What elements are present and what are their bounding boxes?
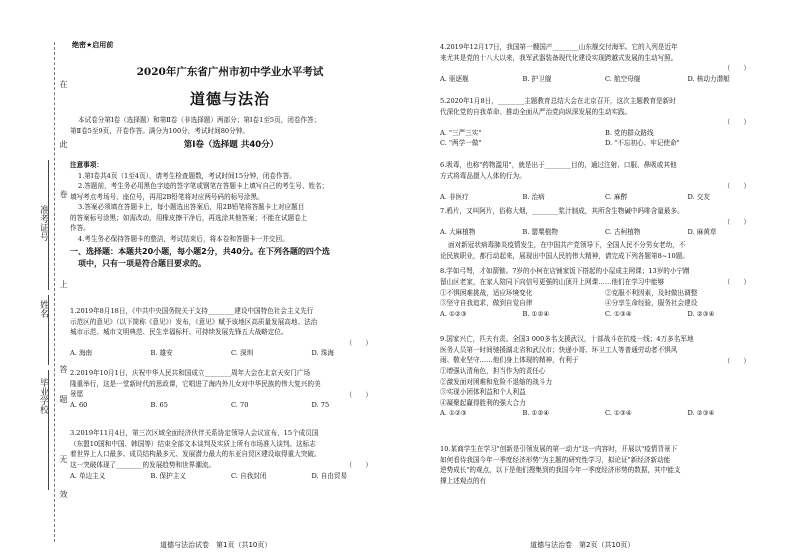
- part1-title: 第Ⅰ卷（选择题 共40分）: [183, 140, 279, 150]
- exam-number-label: 准考证号: [38, 205, 48, 241]
- q3-option[interactable]: B. 保护主义: [150, 471, 186, 480]
- q1-answer-paren: （ ）: [345, 338, 372, 347]
- q1-line: 城市示范、城市文明典范、民生幸福标杆、可持续发展先锋五大战略定位。: [70, 328, 288, 336]
- q8-answer-paren: （ ）: [723, 278, 750, 286]
- name-label: 姓名: [38, 300, 48, 318]
- q6-option[interactable]: C. 麻醉: [605, 192, 628, 201]
- q9-item: ③实现小团体利益和个人利益: [440, 388, 526, 396]
- q3-option[interactable]: D. 自由贸易: [311, 471, 348, 480]
- q6-option[interactable]: B. 治病: [522, 192, 545, 201]
- q9-line: 医务人员第一时间驰援湖北省和武汉市；快递小哥、环卫工人等普通劳动者不惧风: [440, 345, 678, 354]
- margin-char: 卷: [59, 190, 68, 199]
- notes-title: 注意事项：: [70, 161, 103, 169]
- q8-option[interactable]: C. ①③④: [605, 309, 632, 318]
- q1-option[interactable]: B. 雄安: [150, 349, 173, 357]
- q3-option[interactable]: A. 单边主义: [70, 471, 106, 480]
- q4-option[interactable]: C. 航空母舰: [605, 74, 641, 83]
- q8-options: [440, 309, 770, 320]
- q4-option[interactable]: D. 核动力潜艇: [687, 74, 730, 83]
- margin-char: 此: [59, 140, 68, 149]
- q5-line: 代深化党的自我革命、推动全面从严治党向纵深发展的生动实践。: [440, 107, 632, 116]
- footer-right: 道德与法治卷 第2页（共10页）: [530, 541, 635, 549]
- q7-line: 7.鸦片，又叫阿片，俗称大烟，________浆汁制成，其所含生物碱中吗啡含量最多。: [440, 207, 684, 215]
- q2-option[interactable]: B. 65: [150, 401, 168, 409]
- q9-item: ①增强认清角色，担当作为的责任心: [440, 367, 546, 375]
- q9-options: [440, 408, 770, 419]
- notes-item: 2.答题前，考生务必用黑色字迹的签字笔或钢笔在答题卡上填写自己的考生号、姓名；: [78, 182, 329, 190]
- group-note-line: 面对新冠状病毒肺炎疫情发生，在中国共产党领导下，全国人民不分男女老幼，不: [448, 241, 686, 249]
- q5-option[interactable]: D. "不忘初心、牢记使命": [605, 139, 680, 147]
- q9-line: 9.国家兴亡，匹夫有责。全国3 000多名支援武汉，十部战斗在抗疫一线；4万多名军地: [440, 335, 694, 343]
- q5-options: [440, 128, 770, 149]
- q3-options: [70, 471, 392, 482]
- q4-option[interactable]: B. 护卫舰: [522, 74, 552, 83]
- q6-line: 6.吸毒，也称"药物滥用"，就是出于________目的，通过注射、口服、鼻吸或其他: [440, 161, 677, 169]
- q6-options: [440, 192, 770, 203]
- q8-item: ④分享生命经验，服务社会建设: [605, 299, 698, 307]
- q10-line: 10.某商学生在学习"创新是引领发展的第一动力"这一内容时，开展以"疫情背景下: [440, 445, 678, 453]
- q1-options: [70, 348, 392, 359]
- q8-line: 留山区老家，在家人陪同下向信号更强的山顶开上网课……他们在学习中能够: [440, 277, 665, 286]
- question-4: [440, 42, 770, 84]
- confidential-mark: 绝密★启用前: [72, 41, 114, 49]
- question-10: [440, 444, 770, 486]
- part1-title-wrap: [70, 140, 392, 151]
- q4-line: 来尤其是党的十八大以来，我军武器装备现代化建设实现跨越式发展的生动写照。: [440, 53, 678, 62]
- margin-char: 答: [59, 365, 68, 374]
- q4-answer-paren: （ ）: [723, 64, 750, 72]
- q10-line: 撑上述观点的有: [440, 476, 487, 485]
- q9-option[interactable]: C. ①③④: [605, 409, 632, 417]
- name-field[interactable]: [48, 295, 49, 365]
- q9-line: 雨、敬业坚守……他们身上体现的精神，有利于: [440, 356, 579, 364]
- group-note-line: 论民族职业，都行动起来，展现出中国人民的伟大精神，请完成下列各题第8~10题。: [440, 251, 689, 260]
- q9-option[interactable]: A. ①②③: [440, 409, 467, 417]
- q9-option[interactable]: D. ②③④: [687, 409, 715, 417]
- q2-line: 隆重举行，这是一堂新时代的思政课，它唱进了海内外儿女对中华民族的伟大复兴的美: [70, 379, 321, 388]
- q6-line: 方式将毒品摄入人体的行为。: [440, 171, 526, 180]
- q6-option[interactable]: A. 非医疗: [440, 192, 469, 201]
- q4-option[interactable]: A. 驱逐舰: [440, 74, 469, 83]
- q9-item: ④凝聚起赢得胜利的强大合力: [440, 398, 526, 407]
- margin-char: 题: [59, 395, 68, 404]
- q5-option[interactable]: C. "两学一做": [440, 139, 482, 147]
- q5-option[interactable]: A. "三严三实": [440, 128, 482, 137]
- notes-item: 填写考点考场号、座位号，再用2B铅笔将对应两号码的标号涂黑。: [70, 192, 264, 201]
- q2-answer-paren: （ ）: [345, 390, 372, 399]
- q3-line: （东盟10国和中国、韩国等）结束全部文本谈判及实质上所有市场准入谈判。这标志: [70, 439, 316, 448]
- question-9: [440, 334, 770, 419]
- q7-option[interactable]: D. 麻黄草: [687, 228, 717, 236]
- intro-line: 本试卷分第Ⅰ卷（选择题）和第Ⅱ卷（非选择题）两部分；第Ⅰ卷1至5页，闭卷作答；: [78, 116, 321, 124]
- q7-option[interactable]: B. 罂粟植物: [522, 228, 558, 236]
- question-1: [70, 306, 392, 359]
- q8-item: ③坚守自我追求，做到自觉自律: [440, 299, 533, 307]
- question-2: [70, 368, 392, 411]
- notes-item: 4.考生务必保持答题卡的整洁，考试结束后，将本卷和答题卡一并交回。: [78, 234, 289, 243]
- q2-line: 景愿: [70, 390, 84, 398]
- q3-answer-paren: （ ）: [345, 461, 372, 469]
- q3-line: 3.2019年11月4日，第三次区域全面经济伙伴关系协定领导人会议宣布，15个成员国: [70, 429, 319, 437]
- q7-options: [440, 227, 770, 238]
- question-3: [70, 428, 392, 481]
- margin-char: 效: [59, 490, 68, 499]
- q10-line: 如何看待我国今年一季度经济形势"为主题的研究性学习，拟论证"新经济新动能: [440, 455, 671, 464]
- q1-option[interactable]: C. 深圳: [231, 349, 254, 357]
- section1-line: 一、选择题：本题共20小题，每小题2分，共40分。在下列各题的四个选: [70, 247, 330, 256]
- section1-line: 项中，只有一项是符合题目要求的。: [78, 259, 206, 268]
- q2-options: [70, 400, 392, 411]
- q9-item: ②激发面对困难和危险不退缩的战斗力: [440, 377, 553, 386]
- question-6: [440, 160, 770, 202]
- margin-char: 在: [59, 80, 68, 89]
- q2-option[interactable]: D. 75: [311, 401, 330, 409]
- q3-line: 这一突破体现了________的发展趋势和世界潮流。: [70, 460, 216, 469]
- q10-line: 逆势成长"的观点，以下是他们搜集到的我国今年一季度经济形势的数据，其中能支: [440, 466, 681, 474]
- q1-option[interactable]: A. 海南: [70, 349, 93, 357]
- notes-item: 的答案标号涂黑；如需改动，用橡皮擦干净后，再选涂其他答案；不能在试题卷上: [70, 213, 308, 222]
- q1-option[interactable]: D. 珠海: [311, 349, 334, 357]
- subject-title: 道德与法治: [189, 90, 270, 108]
- q9-answer-paren: （ ）: [723, 356, 750, 365]
- q8-item: ①不惧困难挑战，适应环境变化: [440, 288, 533, 297]
- q1-line: 示范区的意见》（以下简称《意见》）发布，《意见》赋予该地区高质量发展高地、法治: [70, 317, 318, 326]
- notes-item: 1.第Ⅰ卷共4页（1至4页），请考生检查题数，考试时间15分钟，闭卷作答。: [78, 171, 296, 180]
- exam-number-field[interactable]: [48, 160, 49, 290]
- school-label: 毕业学校: [38, 378, 48, 414]
- exam-title: 2020年广东省广州市初中学业水平考试: [136, 66, 324, 78]
- notes-item: 作答。: [70, 224, 90, 232]
- margin-char: 无: [59, 455, 68, 464]
- q8-option[interactable]: B. ①②④: [522, 309, 550, 318]
- q5-option[interactable]: B. 党的群众路线: [605, 128, 654, 137]
- q8-items: [440, 288, 770, 309]
- q7-option[interactable]: A. 大麻植物: [440, 228, 476, 236]
- q3-option[interactable]: C. 自我封闭: [231, 471, 267, 480]
- notes-item: 3.答案必须填在答题卡上，每小题选出答案后，用2B铅笔将答题卡上对应题目: [78, 203, 305, 211]
- intro: [70, 115, 392, 136]
- binding-line: [54, 42, 55, 542]
- q4-line: 4.2019年12月17日，我国第一艘国产________山东舰交付海军。它的入列是近年: [440, 43, 678, 51]
- q8-line: 8.学如弓弩，才如箭镞。7岁的小柯在店铺家饭下搭起的小屋成主网课；13岁的小宁蹭: [440, 267, 690, 275]
- q3-line: 着世界上人口最多、成员结构最多元、发展潜力最大的东亚自贸区建设取得重大突破。: [70, 450, 321, 458]
- q8-option[interactable]: D. ②③④: [687, 309, 715, 318]
- q7-answer-paren: （ ）: [723, 217, 750, 226]
- q5-answer-paren: （ ）: [723, 118, 750, 126]
- section1-heading: [70, 246, 392, 270]
- q7-option[interactable]: C. 古柯植物: [605, 228, 641, 236]
- q6-answer-paren: （ ）: [723, 182, 750, 190]
- footer-left: 道德与法治试卷 第1页（共10页）: [160, 541, 272, 549]
- q4-options: [440, 74, 770, 85]
- q2-option[interactable]: C. 70: [231, 401, 249, 409]
- q8-option[interactable]: A. ①②③: [440, 309, 467, 318]
- q5-line: 5.2020年1月8日，________主题教育总结大会在北京召开，这次主题教育是新时: [440, 97, 676, 105]
- question-8: [440, 266, 770, 319]
- q1-line: 1.2019年8月18日，《中共中央国务院关于支持________建设中国特色社会主义先行: [70, 307, 314, 315]
- question-7: [440, 206, 770, 238]
- q6-option[interactable]: D. 交友: [687, 192, 710, 201]
- question-group-note: [440, 240, 770, 261]
- q9-option[interactable]: B. ①②④: [522, 409, 550, 417]
- intro-line: 第Ⅱ卷5至9页，开卷作答。满分为100分，考试时间80分钟。: [70, 126, 249, 135]
- margin-char: 上: [59, 280, 68, 289]
- question-5: [440, 96, 770, 149]
- q2-option[interactable]: A. 60: [70, 401, 88, 409]
- school-field[interactable]: [48, 370, 49, 490]
- q8-item: ②克服不利因素，及时做出调整: [605, 288, 698, 297]
- notes: [70, 160, 392, 244]
- q2-line: 2.2019年10月1日，庆祝中华人民共和国成立________周年大会在北京天安门广场: [70, 369, 311, 377]
